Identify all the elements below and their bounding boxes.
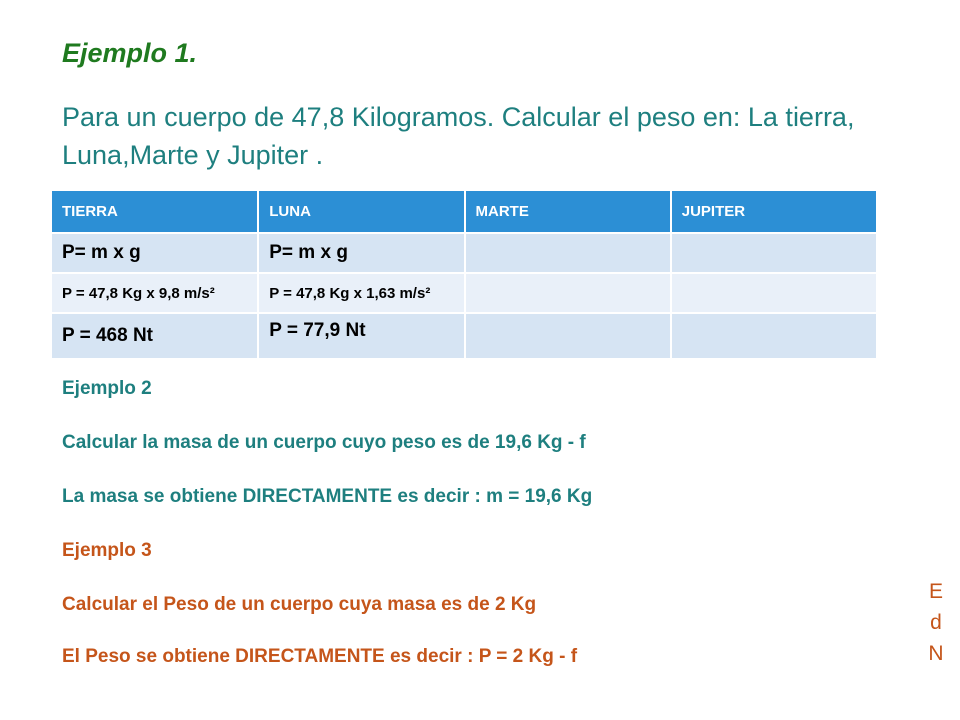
cell-marte-formula <box>465 233 671 273</box>
cell-marte-result <box>465 313 671 358</box>
table-row-formula <box>52 233 877 273</box>
header-tierra: TIERRA <box>52 191 258 233</box>
example-3-answer: El Peso se obtiene DIRECTAMENTE es decir : P = 2 Kg - f <box>62 646 578 667</box>
cell-tierra-formula: P= m x g <box>52 233 258 273</box>
cell-jupiter-formula <box>671 233 877 273</box>
cell-luna-substitution: P = 47,8 Kg x 1,63 m/s² <box>258 273 464 313</box>
table-row-result <box>52 313 877 358</box>
header-marte: MARTE <box>465 191 671 233</box>
weights-table <box>52 191 878 358</box>
table-row-substitution <box>52 273 877 313</box>
initial-e: E <box>928 580 943 603</box>
example-1-problem: Para un cuerpo de 47,8 Kilogramos. Calcular el peso en: La tierra, Luna,Marte y Jupiter . <box>62 102 855 170</box>
cell-luna-formula: P= m x g <box>258 233 464 273</box>
author-initials <box>924 576 948 669</box>
cell-marte-substitution <box>465 273 671 313</box>
cell-jupiter-result <box>671 313 877 358</box>
example-3-statement: Calcular el Peso de un cuerpo cuya masa es de 2 Kg <box>62 594 537 615</box>
initial-d: d <box>930 611 942 634</box>
example-2-title: Ejemplo 2 <box>62 378 152 399</box>
cell-jupiter-substitution <box>671 273 877 313</box>
cell-tierra-result: P = 468 Nt <box>52 313 258 358</box>
initial-n: N <box>928 642 944 665</box>
example-3-title: Ejemplo 3 <box>62 540 152 561</box>
table-header-row <box>52 191 877 233</box>
example-1-title: Ejemplo 1. <box>62 38 198 68</box>
header-luna: LUNA <box>258 191 464 233</box>
example-2-answer: La masa se obtiene DIRECTAMENTE es decir : m = 19,6 Kg <box>62 486 593 507</box>
cell-tierra-substitution: P = 47,8 Kg x 9,8 m/s² <box>52 273 258 313</box>
example-2-statement: Calcular la masa de un cuerpo cuyo peso es de 19,6 Kg - f <box>62 432 586 453</box>
cell-luna-result: P = 77,9 Nt <box>258 313 464 358</box>
header-jupiter: JUPITER <box>671 191 877 233</box>
